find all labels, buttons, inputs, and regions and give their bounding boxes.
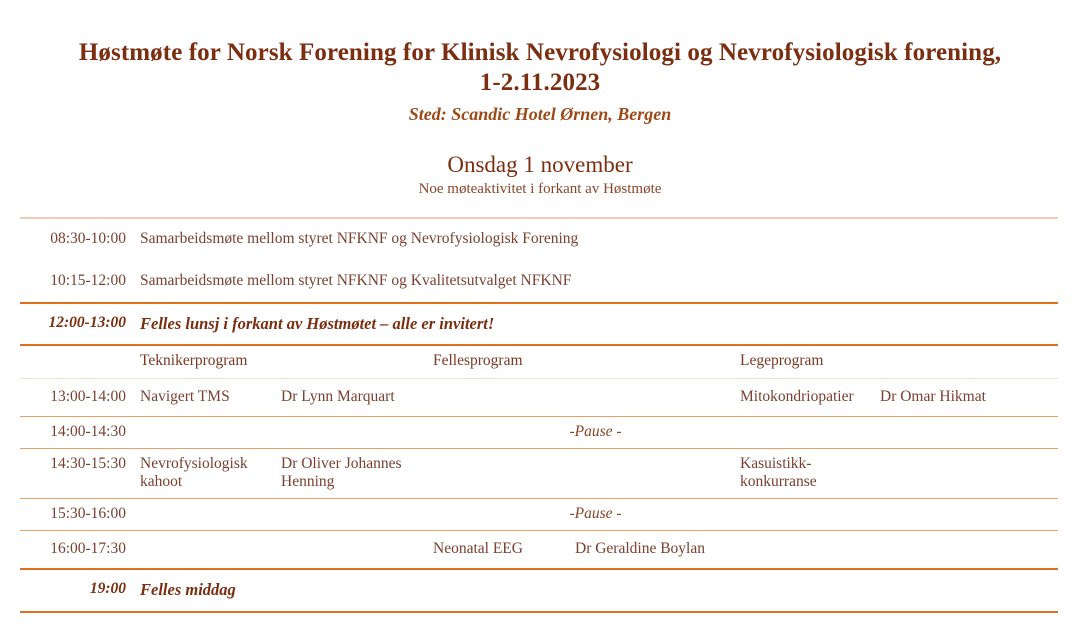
cell-tekniker-speaker: Dr Lynn Marquart <box>274 378 426 416</box>
pause-label: -Pause - <box>133 498 1058 530</box>
cell-lege-topic: Mitokondriopatier <box>733 378 873 416</box>
cell-tekniker-topic: Nevrofysiologisk kahoot <box>133 449 274 499</box>
row-text: Samarbeidsmøte mellom styret NFKNF og Nevrofysiologisk Forening <box>133 218 1058 260</box>
cell-tekniker-topic <box>133 531 274 570</box>
row-text: Samarbeidsmøte mellom styret NFKNF og Kvalitetsutvalget NFKNF <box>133 261 1058 303</box>
table-row <box>20 378 1058 416</box>
cell-tekniker-speaker: Dr Oliver Johannes Henning <box>274 449 426 499</box>
page-title: Høstmøte for Norsk Forening for Klinisk Nevrofysiologi og Nevrofysiologisk forening, 1-2.11.2023 <box>78 39 1002 96</box>
table-row-dinner <box>20 569 1058 611</box>
row-text: Felles lunsj i forkant av Høstmøtet – alle er invitert! <box>133 303 1058 345</box>
row-time: 12:00-13:00 <box>20 303 133 345</box>
cell-felles-speaker <box>568 449 733 499</box>
cell-lege-topic: Kasuistikk-konkurranse <box>733 449 873 499</box>
cell-felles-topic <box>426 449 568 499</box>
row-time: 15:30-16:00 <box>20 498 133 530</box>
document-header <box>0 0 1080 125</box>
row-time: 10:15-12:00 <box>20 261 133 303</box>
column-header-felles: Fellesprogram <box>426 345 733 378</box>
pause-label: -Pause - <box>133 416 1058 448</box>
cell-felles-speaker <box>568 378 733 416</box>
table-row <box>20 449 1058 499</box>
cell-tekniker-speaker <box>274 531 426 570</box>
row-time: 08:30-10:00 <box>20 218 133 260</box>
row-time: 19:00 <box>20 569 133 611</box>
table-row-lunch <box>20 303 1058 345</box>
day-heading-block <box>0 152 1080 198</box>
row-time: 14:00-14:30 <box>20 416 133 448</box>
row-time: 13:00-14:00 <box>20 378 133 416</box>
table-row <box>20 531 1058 570</box>
column-header-tekniker: Teknikerprogram <box>133 345 426 378</box>
cell-lege-speaker <box>873 449 1058 499</box>
header-time-spacer <box>20 345 133 378</box>
cell-felles-topic: Neonatal EEG <box>426 531 568 570</box>
row-text: Felles middag <box>133 569 1058 611</box>
row-time: 14:30-15:30 <box>20 449 133 499</box>
table-row-pause <box>20 416 1058 448</box>
column-header-lege: Legeprogram <box>733 345 1058 378</box>
cell-felles-speaker: Dr Geraldine Boylan <box>568 531 733 570</box>
schedule-table <box>20 217 1058 612</box>
day-note: Noe møteaktivitet i forkant av Høstmøte <box>418 181 662 198</box>
table-row <box>20 261 1058 303</box>
cell-lege-speaker: Dr Omar Hikmat <box>873 378 1058 416</box>
row-time: 16:00-17:30 <box>20 531 133 570</box>
cell-lege-speaker <box>873 531 1058 570</box>
table-row <box>20 218 1058 260</box>
cell-tekniker-topic: Navigert TMS <box>133 378 274 416</box>
day-heading: Onsdag 1 november <box>447 152 633 177</box>
cell-lege-topic <box>733 531 873 570</box>
table-row-pause <box>20 498 1058 530</box>
cell-felles-topic <box>426 378 568 416</box>
venue-line: Sted: Scandic Hotel Ørnen, Bergen <box>408 104 672 124</box>
program-header-row <box>20 345 1058 378</box>
